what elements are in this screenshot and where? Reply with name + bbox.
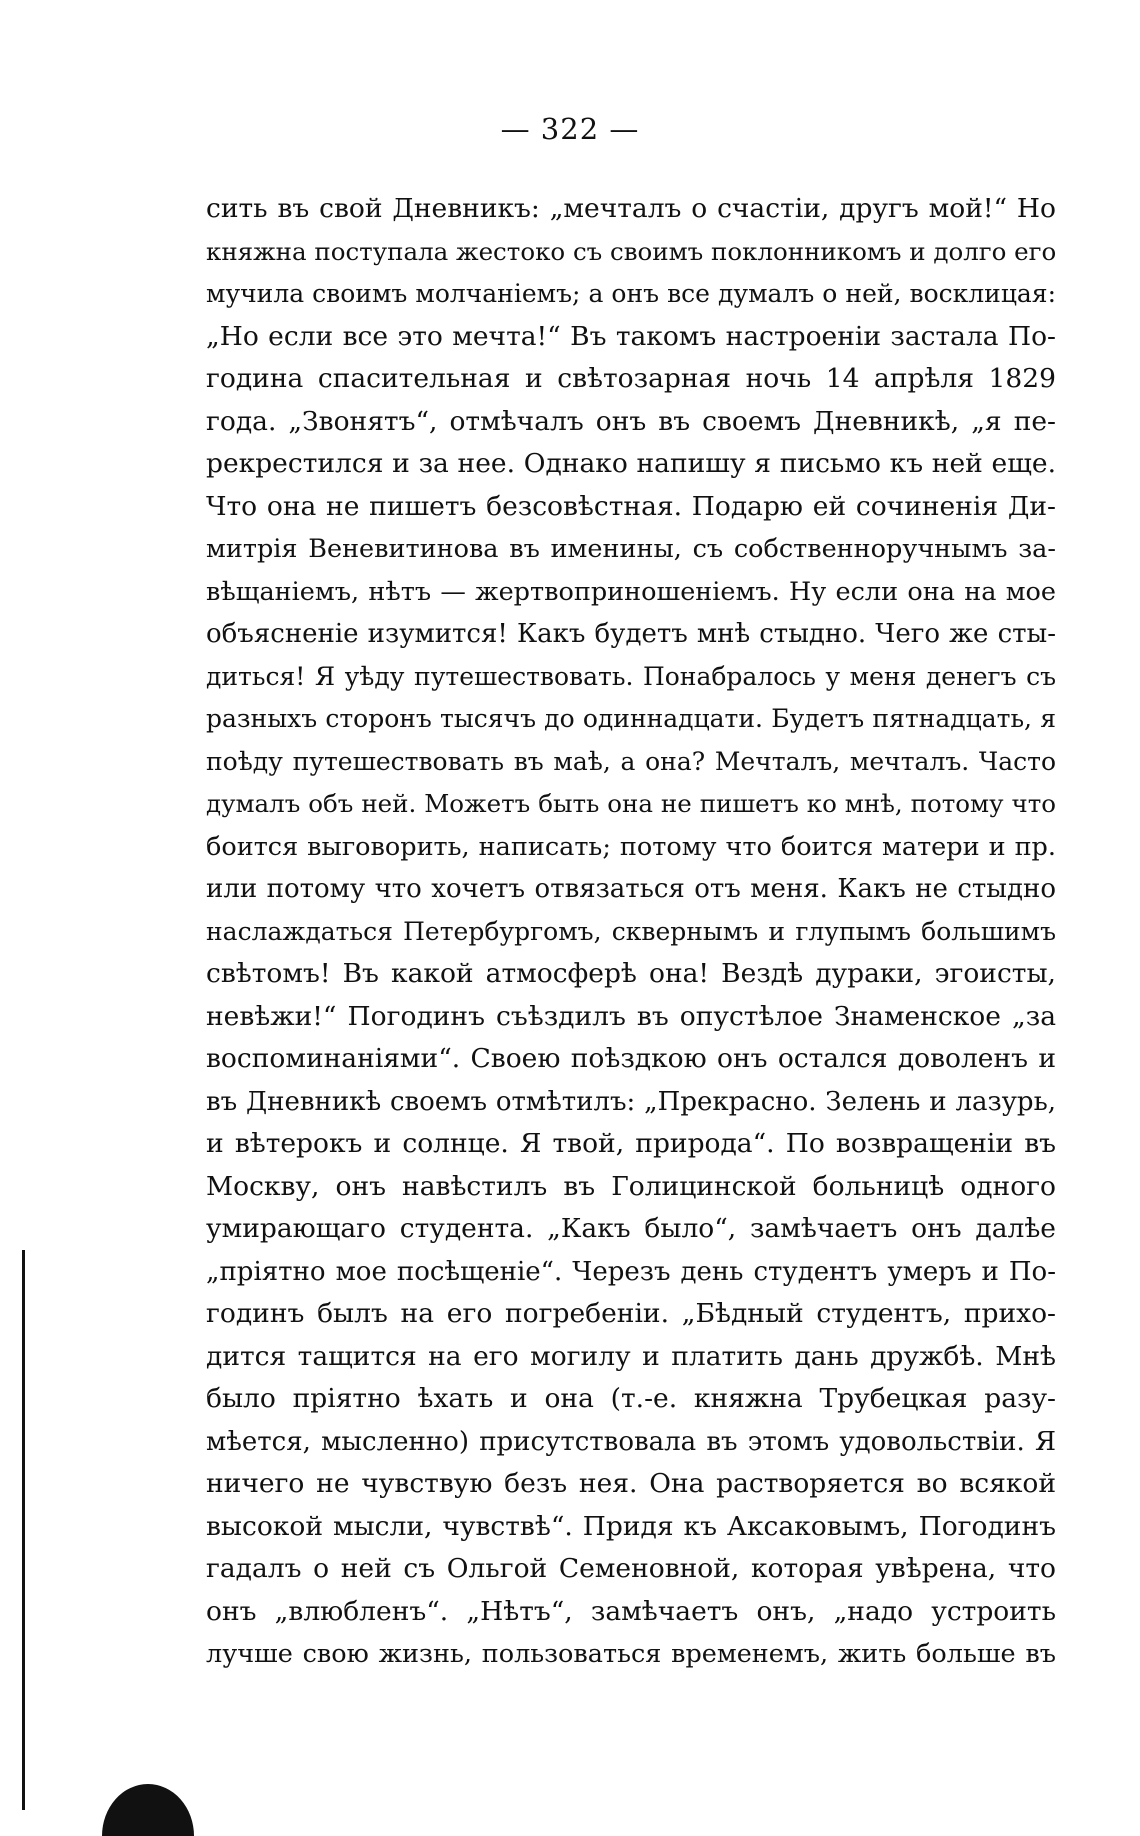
- text-line: боится выговорить, написать; потому что боится матери и пр.: [206, 831, 1056, 862]
- text-line: рекрестился и за нее. Однако напишу я письмо къ ней еще.: [206, 448, 1056, 479]
- text-line: было пріятно ѣхать и она (т.-е. княжна Трубецкая разу-: [206, 1383, 1056, 1414]
- body-text: [206, 188, 1056, 1676]
- text-line: диться! Я уѣду путешествовать. Понабралось у меня денегъ съ: [206, 661, 1056, 691]
- scan-margin-line: [22, 1250, 25, 1810]
- text-line: вѣщаніемъ, нѣтъ — жертвоприношеніемъ. Ну если она на мое: [206, 576, 1056, 607]
- text-line: ничего не чувствую безъ нея. Она растворяется во всякой: [206, 1468, 1056, 1499]
- text-line: объясненіе изумится! Какъ будетъ мнѣ стыдно. Чего же сты-: [206, 619, 1056, 649]
- text-line: „пріятно мое посѣщеніе“. Черезъ день студентъ умеръ и По-: [206, 1256, 1056, 1287]
- text-line: думалъ объ ней. Можетъ быть она не пишетъ ко мнѣ, потому что: [206, 789, 1056, 818]
- page-number: — 322 —: [500, 112, 640, 146]
- text-line: лучше свою жизнь, пользоваться временемъ, жить больше въ: [206, 1639, 1056, 1669]
- text-line: „Но если все это мечта!“ Въ такомъ настроеніи застала По-: [206, 320, 1056, 352]
- text-line: года. „Звонятъ“, отмѣчалъ онъ въ своемъ Дневникѣ, „я пе-: [206, 405, 1056, 437]
- text-line: година спасительная и свѣтозарная ночь 14 апрѣля 1829: [206, 363, 1056, 394]
- text-line: дится тащится на его могилу и платить дань дружбѣ. Мнѣ: [206, 1340, 1056, 1372]
- text-line: высокой мысли, чувствѣ“. Придя къ Аксаковымъ, Погодинъ: [206, 1510, 1056, 1542]
- text-line: Москву, онъ навѣстилъ въ Голицинской больницѣ одного: [206, 1170, 1056, 1202]
- text-line: онъ „влюбленъ“. „Нѣтъ“, замѣчаетъ онъ, „надо устроить: [206, 1595, 1056, 1627]
- text-line: въ Дневникѣ своемъ отмѣтилъ: „Прекрасно. Зелень и лазурь,: [206, 1086, 1056, 1117]
- text-line: Что она не пишетъ безсовѣстная. Подарю ей сочиненія Ди-: [206, 490, 1056, 522]
- text-line: воспоминаніями“. Своею поѣздкою онъ остался доволенъ и: [206, 1043, 1056, 1074]
- text-line: наслаждаться Петербургомъ, сквернымъ и глупымъ большимъ: [206, 916, 1056, 946]
- text-line: разныхъ сторонъ тысячъ до одиннадцати. Будетъ пятнадцать, я: [206, 704, 1056, 733]
- text-line: мучила своимъ молчаніемъ; а онъ все думалъ о ней, восклицая:: [206, 279, 1056, 308]
- text-line: гадалъ о ней съ Ольгой Семеновной, которая увѣрена, что: [206, 1553, 1056, 1584]
- text-line: поѣду путешествовать въ маѣ, а она? Мечталъ, мечталъ. Часто: [206, 746, 1056, 776]
- text-line: мѣется, мысленно) присутствовала въ этомъ удовольствіи. Я: [206, 1426, 1056, 1457]
- text-line: и вѣтерокъ и солнце. Я твой, природа“. По возвращеніи въ: [206, 1128, 1056, 1159]
- text-line: умирающаго студента. „Какъ было“, замѣчаетъ онъ далѣе: [206, 1213, 1056, 1244]
- scan-ink-blot: [102, 1784, 194, 1836]
- text-line: княжна поступала жестоко съ своимъ поклонникомъ и долго его: [206, 236, 1057, 266]
- text-line: или потому что хочетъ отвязаться отъ меня. Какъ не стыдно: [206, 874, 1056, 904]
- text-line: сить въ свой Дневникъ: „мечталъ о счастіи, другъ мой!“ Но: [206, 193, 1056, 224]
- text-line: годинъ былъ на его погребеніи. „Бѣдный студентъ, прихо-: [206, 1298, 1056, 1329]
- text-line: невѣжи!“ Погодинъ съѣздилъ въ опустѣлое Знаменское „за: [206, 1000, 1056, 1032]
- text-line: свѣтомъ! Въ какой атмосферѣ она! Вездѣ дураки, эгоисты,: [206, 958, 1056, 989]
- text-line: митрія Веневитинова въ именины, съ собственноручнымъ за-: [206, 534, 1056, 564]
